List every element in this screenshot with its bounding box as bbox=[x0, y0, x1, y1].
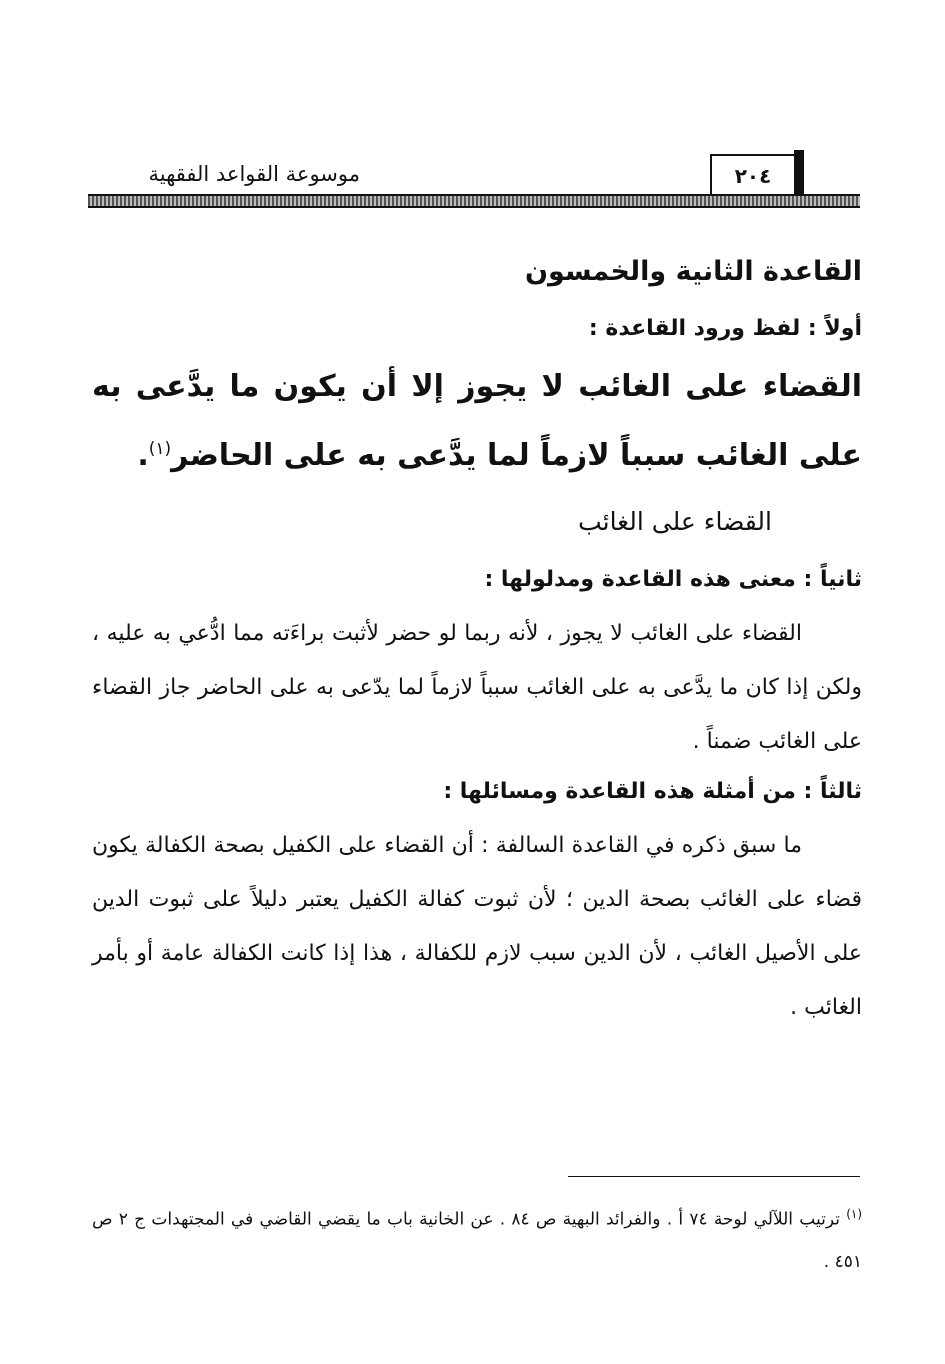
footnote-text: ترتيب اللآلي لوحة ٧٤ أ . والفرائد البهية ص ٨٤ . عن الخانية باب ما يقضي القاضي في المجتهدات ج ٢ ص ٤٥١ . bbox=[92, 1209, 862, 1272]
section-3-text: ما سبق ذكره في القاعدة السالفة : أن القضاء على الكفيل بصحة الكفالة يكون قضاء على الغائب بصحة الدين ؛ لأن ثبوت كفالة الكفيل يعتبر دليلاً على ثبوت الدين على الأصيل الغائب ، لأن الدين سبب لازم للكفالة ، هذا إذا كانت الكفالة عامة أو بأمر الغائب . bbox=[92, 833, 862, 1020]
running-header bbox=[88, 150, 860, 214]
page-number-bar bbox=[794, 150, 804, 198]
section-1-heading: أولاً : لفظ ورود القاعدة : bbox=[588, 316, 862, 341]
maxim-footnote-ref[interactable]: (١) bbox=[148, 439, 172, 459]
section-2-text: القضاء على الغائب لا يجوز ، لأنه ربما لو حضر لأثبت براءَته مما ادُّعي به عليه ، ولكن إذا كان ما يدَّعى به على الغائب سبباً لازماً لما يدّعى به على الحاضر جاز القضاء على الغائب ضمناً . bbox=[92, 621, 862, 754]
maxim-body: القضاء على الغائب لا يجوز إلا أن يكون ما يدَّعى به على الغائب سبباً لازماً لما يدَّعى به على الحاضر bbox=[92, 369, 862, 473]
page-number: ٢٠٤ bbox=[710, 154, 796, 196]
rule-title: القاعدة الثانية والخمسون bbox=[524, 256, 862, 287]
book-title: موسوعة القواعد الفقهية bbox=[148, 162, 360, 186]
footnote-number: (١) bbox=[846, 1207, 863, 1221]
header-rule bbox=[88, 194, 860, 208]
section-2-heading: ثانياً : معنى هذه القاعدة ومدلولها : bbox=[484, 567, 862, 592]
maxim-end: . bbox=[137, 438, 149, 473]
footnote-rule bbox=[568, 1176, 860, 1177]
footnote bbox=[92, 1193, 862, 1283]
subtitle: القضاء على الغائب bbox=[578, 507, 772, 536]
maxim-text bbox=[92, 356, 862, 487]
section-3-heading: ثالثاً : من أمثلة هذه القاعدة ومسائلها : bbox=[443, 779, 862, 804]
main-text bbox=[92, 246, 862, 1035]
